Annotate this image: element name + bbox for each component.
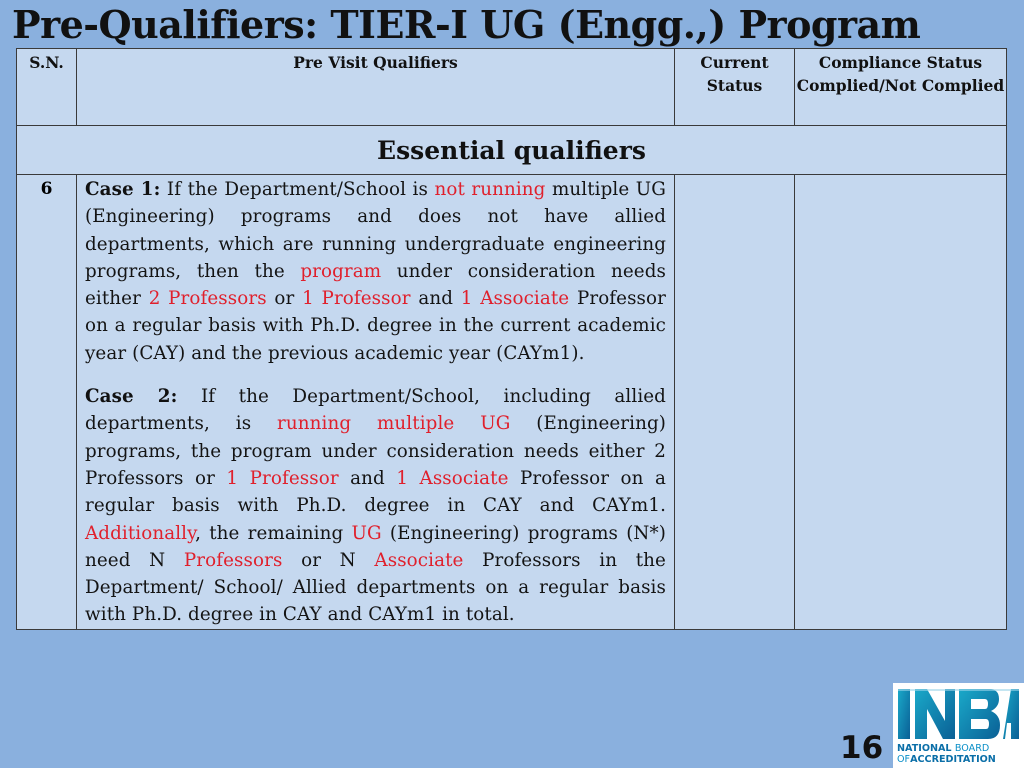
case-2-segment-highlight: running multiple UG <box>277 413 511 435</box>
case-1-segment-highlight: 2 Professors <box>148 288 267 310</box>
qualifier-description <box>77 175 675 630</box>
pre-qualifiers-table <box>16 48 1007 630</box>
case-2-segment: Professor on a regular basis with Ph.D. degree in CAY and CAYm1. <box>85 467 666 517</box>
case-1-segment: under consideration needs either <box>85 260 666 310</box>
section-essential-qualifiers: Essential qualifiers <box>17 126 1007 175</box>
header-compliance-status: Compliance Status Complied/Not Complied <box>795 49 1007 126</box>
slide-title: Pre-Qualifiers: TIER-I UG (Engg.,) Program <box>12 2 921 47</box>
case-2-segment: (Engineering) programs (N*) need N <box>85 522 666 571</box>
logo-line-2-a: OF <box>897 754 911 765</box>
case-2-label: Case 2: <box>85 386 178 408</box>
table-header-row <box>17 49 1007 126</box>
case-1-segment: Professor on a regular basis with Ph.D. degree in the current academic year (CAY) and the previous academic year (CAYm1). <box>85 288 666 364</box>
header-pre-visit-qualifiers: Pre Visit Qualifiers <box>77 49 675 126</box>
logo-line-1-b: BOARD <box>954 743 990 754</box>
case-1-segment-highlight: not running <box>434 179 546 200</box>
nba-logo-mark-icon <box>893 683 1024 743</box>
case-1-paragraph <box>85 175 666 367</box>
case-2-segment: (Engineering) programs, the program under consideration needs either 2 Professors or <box>85 413 666 489</box>
case-1-segment-highlight: 1 Professor <box>302 288 411 310</box>
logo-line-1-a: NATIONAL <box>897 743 952 754</box>
case-2-segment: or N <box>282 549 375 571</box>
case-1-segment: or <box>266 288 303 310</box>
page-number: 16 <box>840 730 884 766</box>
case-2-text <box>85 386 666 625</box>
logo-line-1 <box>897 743 1022 754</box>
case-1-segment: and <box>410 288 461 310</box>
case-2-segment-highlight: UG <box>351 522 382 544</box>
case-2-segment-highlight: Professors <box>183 549 283 571</box>
case-1-segment-highlight: 1 Associate <box>460 288 570 310</box>
nba-logo <box>893 683 1024 768</box>
section-row <box>17 126 1007 175</box>
case-1-text <box>85 179 666 364</box>
case-2-paragraph <box>85 383 666 629</box>
case-2-segment-highlight: 1 Associate <box>396 467 509 489</box>
header-sn: S.N. <box>17 49 77 126</box>
case-2-segment-highlight: 1 Professor <box>226 467 339 489</box>
logo-line-2-b: ACCREDITATION <box>910 754 996 765</box>
row-sn: 6 <box>17 175 77 630</box>
case-2-segment: If the Department/School, including allied departments, is <box>85 386 666 435</box>
case-1-segment: multiple UG (Engineering) programs and does not have allied departments, which are running undergraduate engineering programs, then the <box>85 179 667 282</box>
table-row <box>17 175 1007 630</box>
case-1-segment: If the Department/School is <box>160 179 435 200</box>
case-2-segment: and <box>338 467 397 489</box>
case-1-label: Case 1: <box>85 179 161 200</box>
current-status-cell <box>675 175 795 630</box>
compliance-status-cell <box>795 175 1007 630</box>
case-1-segment-highlight: program <box>300 260 382 282</box>
case-2-segment-highlight: Additionally <box>85 522 196 544</box>
case-2-segment: Professors in the Department/ School/ Allied departments on a regular basis with Ph.D. degree in CAY and CAYm1 in total. <box>85 549 666 626</box>
case-2-segment: , the remaining <box>195 522 352 544</box>
case-2-segment-highlight: Associate <box>374 549 464 571</box>
header-current-status: Current Status <box>675 49 795 126</box>
logo-line-2 <box>897 754 1022 765</box>
